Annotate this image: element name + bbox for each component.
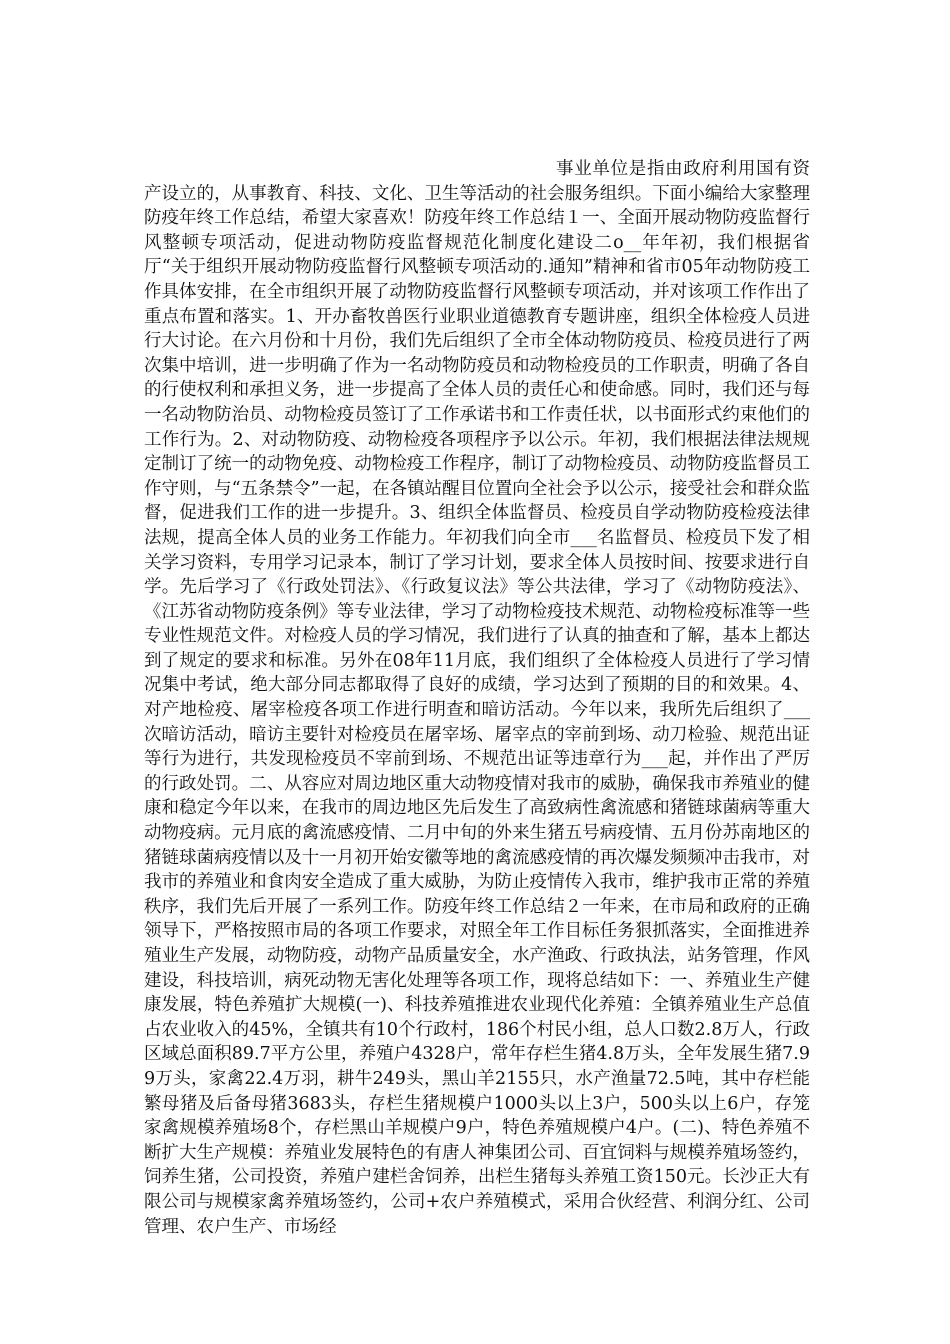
body-paragraph: 事业单位是指由政府利用国有资产设立的，从事教育、科技、文化、卫生等活动的社会服务组织。下面小编给大家整理防疫年终工作总结，希望大家喜欢！防疫年终工作总结１一、全面开展动物防疫监督行风整顿专项活动，促进动物防疫监督规范化制度化建设二o__年年初，我们根据省厅“关于组织开展动物防疫监督行风整顿专项活动的.通知”精神和省市05年动物防疫工作具体安排，在全市组织开展了动物防疫监督行风整顿专项活动，并对该项工作作出了重点布置和落实。1、开办畜牧兽医行业职业道德教育专题讲座，组织全体检疫人员进行大讨论。在六月份和十月份，我们先后组织了全市全体动物防疫员、检疫员进行了两次集中培训，进一步明确了作为一名动物防疫员和动物检疫员的工作职责，明确了各自的行使权利和承担义务，进一步提高了全体人员的责任心和使命感。同时，我们还与每一名动物防治员、动物检疫员签订了工作承诺书和工作责任状，以书面形式约束他们的工作行为。2、对动物防疫、动物检疫各项程序予以公示。年初，我们根据法律法规规定制订了统一的动物免疫、动物检疫工作程序，制订了动物检疫员、动物防疫监督员工作守则，与“五条禁令”一起，在各镇站醒目位置向全社会予以公示，接受社会和群众监督，促进我们工作的进一步提升。3、组织全体监督员、检疫员自学动物防疫检疫法律法规，提高全体人员的业务工作能力。年初我们向全市___名监督员、检疫员下发了相关学习资料，专用学习记录本，制订了学习计划，要求全体人员按时间、按要求进行自学。先后学习了《行政处罚法》、《行政复议法》等公共法律，学习了《动物防疫法》、《江苏省动物防疫条例》等专业法律，学习了动物检疫技术规范、动物检疫标准等一些专业性规范文件。对检疫人员的学习情况，我们进行了认真的抽查和了解，基本上都达到了规定的要求和标准。另外在08年11月底，我们组织了全体检疫人员进行了学习情况集中考试，绝大部分同志都取得了良好的成绩，学习达到了预期的目的和效果。4、对产地检疫、屠宰检疫各项工作进行明查和暗访活动。今年以来，我所先后组织了___次暗访活动，暗访主要针对检疫员在屠宰场、屠宰点的宰前到场、动刀检验、规范出证等行为进行，共发现检疫员不宰前到场、不规范出证等违章行为___起，并作出了严厉的行政处罚。二、从容应对周边地区重大动物疫情对我市的威胁，确保我市养殖业的健康和稳定今年以来，在我市的周边地区先后发生了高致病性禽流感和猪链球菌病等重大动物疫病。元月底的禽流感疫情、二月中旬的外来生猪五号病疫情、五月份苏南地区的猪链球菌病疫情以及十一月初开始安徽等地的禽流感疫情的再次爆发频频冲击我市，对我市的养殖业和食肉安全造成了重大威胁，为防止疫情传入我市，维护我市正常的养殖秩序，我们先后开展了一系列工作。防疫年终工作总结２一年来，在市局和政府的正确领导下，严格按照市局的各项工作要求，对照全年工作目标任务狠抓落实，全面推进养殖业生产发展，动物防疫，动物产品质量安全，水产渔政、行政执法，站务管理，作风建设，科技培训，病死动物无害化处理等各项工作，现将总结如下：一、养殖业生产健康发展，特色养殖扩大规模(一)、科技养殖推进农业现代化养殖：全镇养殖业生产总值占农业收入的45%，全镇共有10个行政村，186个村民小组，总人口数2.8万人，行政区域总面积89.7平方公里，养殖户4328户，常年存栏生猪4.8万头，全年发展生猪7.99万头，家禽22.4万羽，耕牛249头，黑山羊2155只，水产渔量72.5吨，其中存栏能繁母猪及后备母猪3683头，存栏生猪规模户1000头以上3户，500头以上6户，存笼家禽规模养殖场8个，存栏黑山羊规模户9户，特色养殖规模户4户。(二)、特色养殖不断扩大生产规模：养殖业发展特色的有唐人神集团公司、百宜饲料与规模养殖场签约，饲养生猪，公司投资，养殖户建栏舍饲养，出栏生猪每头养殖工资150元。长沙正大有限公司与规模家禽养殖场签约，公司+农户养殖模式，采用合伙经营、利润分红、公司管理、农户生产、市场经	[144, 159, 810, 1237]
